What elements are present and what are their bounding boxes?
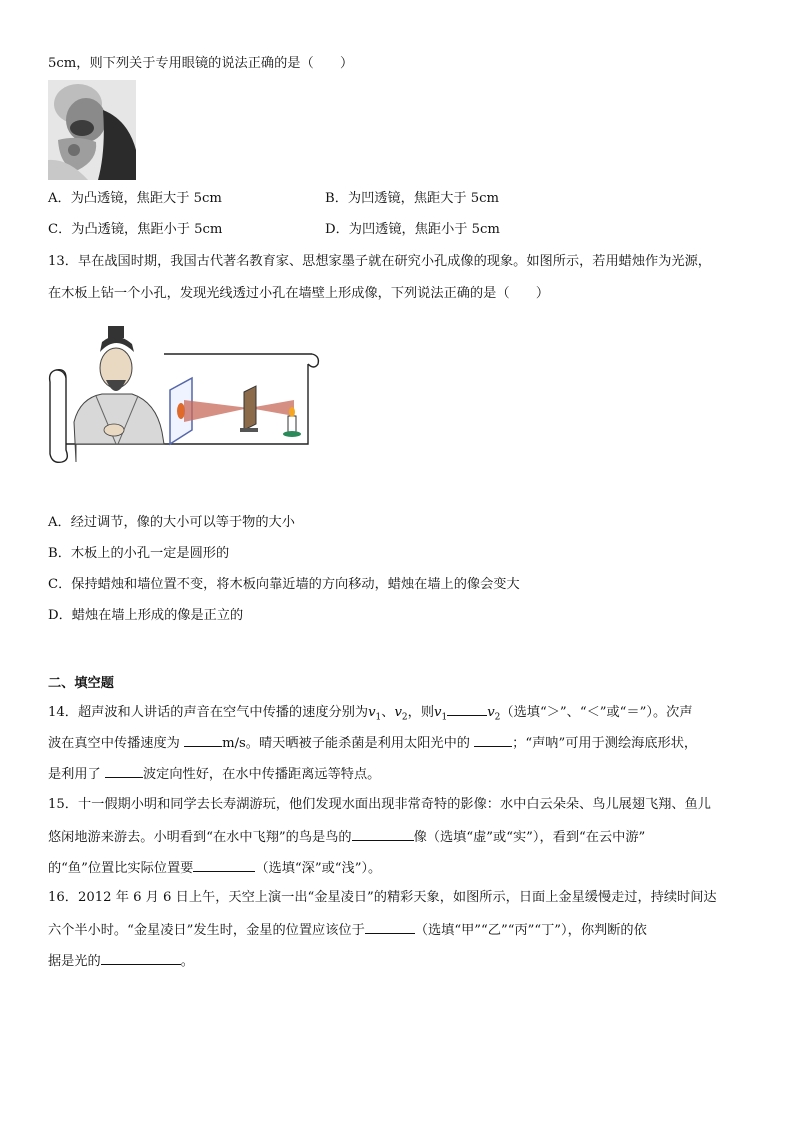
q14-text-a: 14．超声波和人讲话的声音在空气中传播的速度分别为 xyxy=(48,705,369,720)
section-title-fill-in: 二、填空题 xyxy=(48,676,114,691)
q14-then: ，则 xyxy=(407,705,435,720)
q14-line1 xyxy=(48,702,693,722)
subscript-1: 1 xyxy=(441,712,448,723)
q13-option-a: A．经过调节，像的大小可以等于物的大小 xyxy=(48,515,295,530)
q16-line1: 16．2012 年 6 月 6 日上午，天空上演一出“金星凌日”的精彩天象，如图所示，日面上金星缓慢走过，持续时间达 xyxy=(48,890,717,905)
q13-option-c: C．保持蜡烛和墙位置不变，将木板向靠近墙的方向移动，蜡烛在墙上的像会变大 xyxy=(48,577,520,592)
q15-line2 xyxy=(48,827,645,847)
q15-text-c: 的“鱼”位置比实际位置要 xyxy=(48,861,194,876)
q13-stem-line2: 在木板上钻一个小孔，发现光线透过小孔在墙壁上形成像，下列说法正确的是（ ） xyxy=(48,286,550,301)
q14-blank-1[interactable] xyxy=(447,702,487,716)
q12-option-b: B．为凹透镜，焦距大于 5cm xyxy=(325,191,500,206)
subscript-2: 2 xyxy=(401,712,408,723)
v-symbol: v xyxy=(487,705,495,720)
separator: 、 xyxy=(381,705,395,720)
mozi-pinhole-figure xyxy=(44,312,324,472)
q16-blank-1[interactable] xyxy=(365,920,415,934)
q14-blank-2[interactable] xyxy=(184,733,222,747)
q16-text-c: 据是光的 xyxy=(48,954,101,969)
q16-text-d: 。 xyxy=(180,954,194,969)
v-symbol: v xyxy=(394,705,402,720)
q14-line3 xyxy=(48,764,380,784)
q16-text-a: 六个半小时。“金星凌日”发生时，金星的位置应该位于 xyxy=(48,923,365,938)
q12-option-d: D．为凹透镜，焦距小于 5cm xyxy=(325,222,500,237)
magnifier-photo xyxy=(48,80,136,180)
q15-line3 xyxy=(48,858,381,878)
q14-text-g: 波定向性好，在水中传播距离远等特点。 xyxy=(142,767,381,782)
q14-blank-4[interactable] xyxy=(105,764,143,778)
q15-text-d: （选填“深”或“浅”）。 xyxy=(255,861,382,876)
q14-text-d: m/s。晴天晒被子能杀菌是利用太阳光中的 xyxy=(222,736,475,751)
subscript-1: 1 xyxy=(375,712,382,723)
q15-blank-1[interactable] xyxy=(352,827,414,841)
q15-blank-2[interactable] xyxy=(193,858,255,872)
q12-option-c: C．为凸透镜，焦距小于 5cm xyxy=(48,222,223,237)
q14-line2 xyxy=(48,733,697,753)
q15-text-b: 像（选填“虚”或“实”），看到“在云中游” xyxy=(413,830,646,845)
q16-line2 xyxy=(48,920,647,940)
q14-blank-3[interactable] xyxy=(474,733,512,747)
v-symbol: v xyxy=(434,705,442,720)
q14-text-e: ；“声呐”可用于测绘海底形状， xyxy=(512,736,698,751)
q13-option-d: D．蜡烛在墙上形成的像是正立的 xyxy=(48,608,244,623)
q15-line1: 15．十一假期小明和同学去长寿湖游玩，他们发现水面出现非常奇特的影像：水中白云朵朵、鸟儿展翅飞翔、鱼儿 xyxy=(48,797,711,812)
q14-text-f: 是利用了 xyxy=(48,767,105,782)
q14-text-c: 波在真空中传播速度为 xyxy=(48,736,185,751)
q12-stem-tail: 5cm，则下列关于专用眼镜的说法正确的是（ ） xyxy=(48,56,354,71)
q14-text-b: （选填“＞”、“＜”或“＝”）。次声 xyxy=(500,705,693,720)
v-symbol: v xyxy=(368,705,376,720)
q16-line3 xyxy=(48,951,194,971)
q13-stem-line1: 13．早在战国时期，我国古代著名教育家、思想家墨子就在研究小孔成像的现象。如图所示，若用蜡烛作为光源， xyxy=(48,254,711,269)
q13-option-b: B．木板上的小孔一定是圆形的 xyxy=(48,546,230,561)
q15-text-a: 悠闲地游来游去。小明看到“在水中飞翔”的鸟是鸟的 xyxy=(48,830,352,845)
subscript-2: 2 xyxy=(494,712,501,723)
q12-option-a: A．为凸透镜，焦距大于 5cm xyxy=(48,191,222,206)
q16-blank-2[interactable] xyxy=(101,951,181,965)
q16-text-b: （选填“甲”“乙”“丙”“丁”），你判断的依 xyxy=(414,923,647,938)
